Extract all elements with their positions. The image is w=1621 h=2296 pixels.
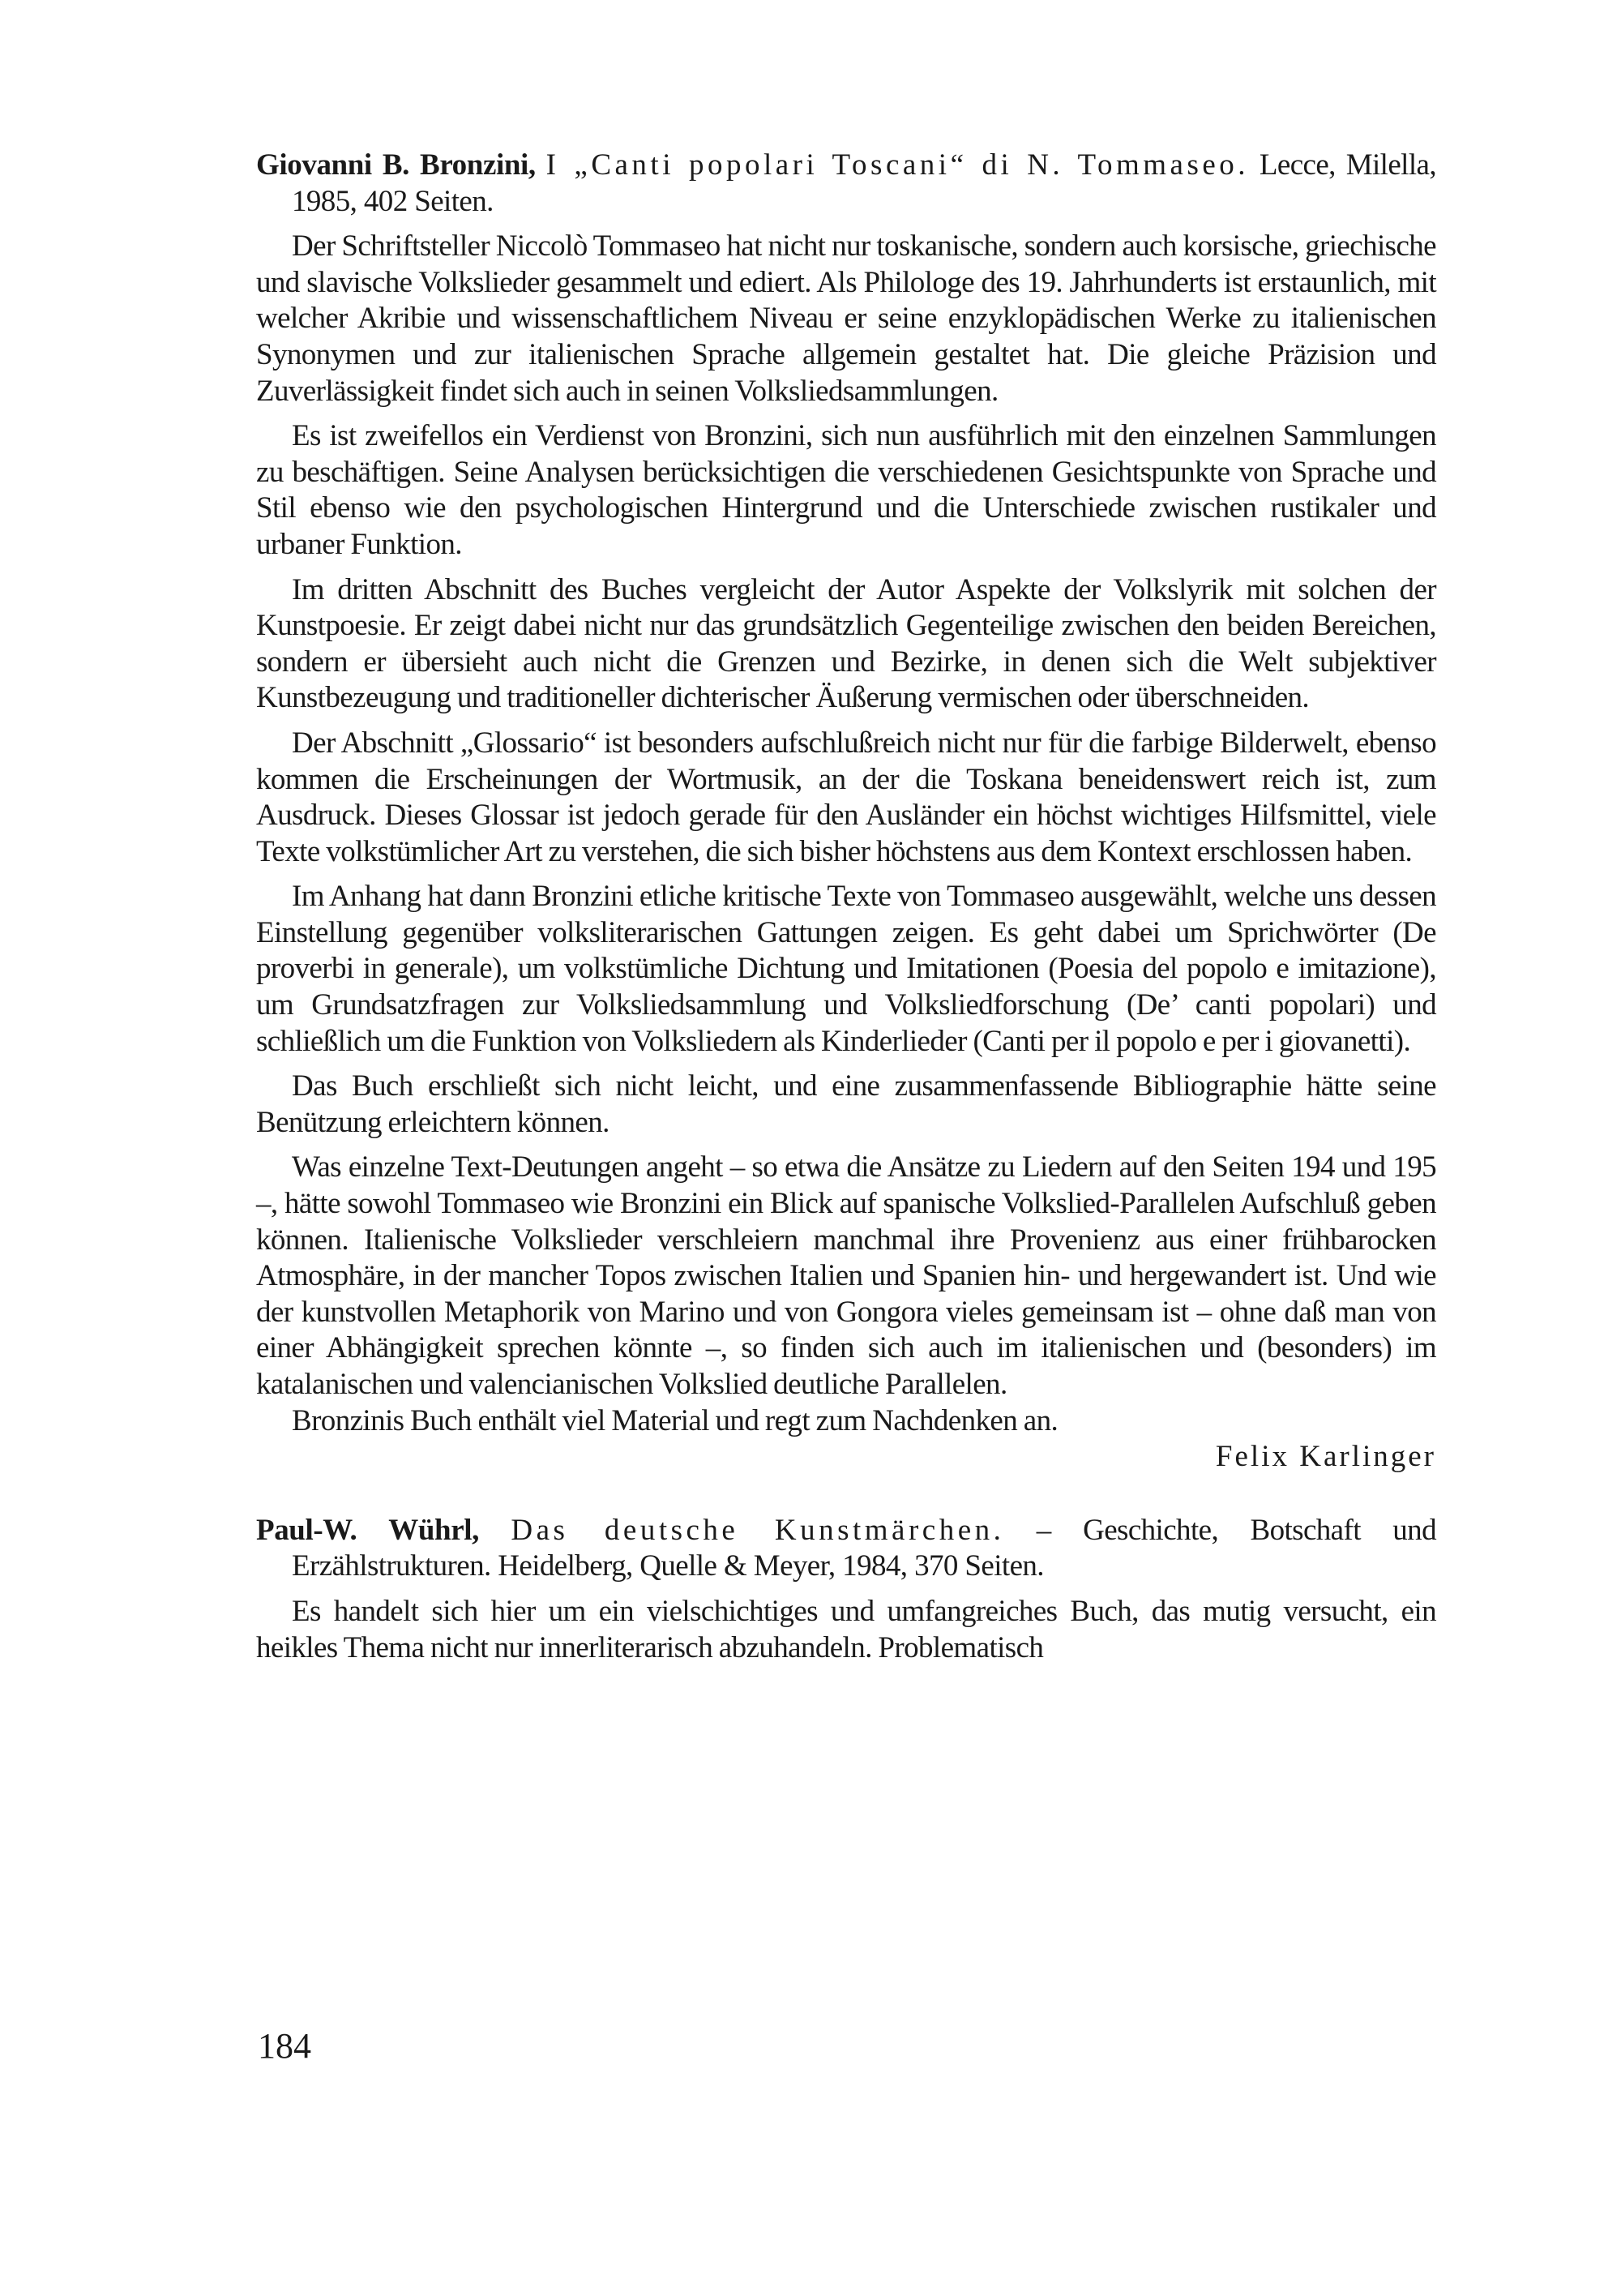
- review-1-paragraph-8: Bronzinis Buch enthält viel Material und regt zum Nachdenken an.: [292, 1403, 1059, 1437]
- page-number: 184: [258, 2026, 311, 2066]
- review-1-citation: [256, 148, 1436, 220]
- page-body: [256, 148, 1436, 1675]
- review-1-paragraph-2: Es ist zweifellos ein Verdienst von Bronzini, sich nun ausführlich mit den einzelnen Sammlungen zu beschäftigen. Seine Analysen berücksichtigen die verschiedenen Gesichtspunkte von Sprache und Stil ebenso wie den psychologischen Hintergrund und die Unterschiede zwischen rustikaler und urbaner Funktion.: [256, 419, 1436, 561]
- review-1-paragraph-3: Im dritten Abschnitt des Buches vergleicht der Autor Aspekte der Volkslyrik mit solchen der Kunstpoesie. Er zeigt dabei nicht nur das grundsätzlich Gegenteilige zwischen den beiden Bereichen, sondern er übersieht auch nicht die Grenzen und Bezirke, in denen sich die Welt subjektiver Kunstbezeugung und traditioneller dichterischer Äußerung vermischen oder überschneiden.: [256, 572, 1436, 715]
- review-1-paragraph-1: Der Schriftsteller Niccolò Tommaseo hat nicht nur toskanische, sondern auch korsische, griechische und slavische Volkslieder gesammelt und ediert. Als Philologe des 19. Jahrhunderts ist erstaunlich, mit welcher Akribie und wissenschaftlichem Niveau er seine enzyklopädischen Werke zu italienischen Synonymen und zur italienischen Sprache allgemein gestaltet hat. Die gleiche Präzision und Zuverlässigkeit findet sich auch in seinen Volksliedsammlungen.: [256, 229, 1436, 408]
- review-1-title: I „Canti popolari Toscani“ di N. Tommaseo.: [545, 148, 1250, 182]
- review-1-author: Giovanni B. Bronzini,: [256, 148, 536, 182]
- review-2-author: Paul-W. Wührl,: [256, 1513, 479, 1547]
- review-2-subtitle: – Geschichte, Botschaft und Erzählstrukturen.: [292, 1513, 1436, 1583]
- review-2-publication: Heidelberg, Quelle & Meyer, 1984, 370 Seiten.: [498, 1549, 1044, 1583]
- review-1-paragraph-4: Der Abschnitt „Glossario“ ist besonders aufschlußreich nicht nur für die farbige Bilderwelt, ebenso kommen die Erscheinungen der Wortmusik, an der die Toskana beneidenswert reich ist, zum Ausdruck. Dieses Glossar ist jedoch gerade für den Ausländer ein höchst wichtiges Hilfsmittel, viele Texte volkstümlicher Art zu verstehen, die sich bisher höchstens aus dem Kontext erschlossen haben.: [256, 726, 1436, 868]
- review-2-paragraph-1: Es handelt sich hier um ein vielschichtiges und umfangreiches Buch, das mutig versucht, ein heikles Thema nicht nur innerliterarisch abzuhandeln. Problematisch: [256, 1594, 1436, 1664]
- review-2-title: Das deutsche Kunstmärchen.: [511, 1513, 1005, 1547]
- review-1-reviewer-signature: Felix Karlinger: [1215, 1440, 1436, 1474]
- review-1-paragraph-7: Was einzelne Text-Deutungen angeht – so etwa die Ansätze zu Liedern auf den Seiten 194 und 195 –, hätte sowohl Tommaseo wie Bronzini ein Blick auf spanische Volkslied-Parallelen Aufschluß geben können. Italienische Volkslieder verschleiern manchmal ihre Provenienz aus einer frühbarocken Atmosphäre, in der mancher Topos zwischen Italien und Spanien hin- und hergewandert ist. Und wie der kunstvollen Metaphorik von Marino und von Gongora vieles gemeinsam ist – ohne daß man von einer Abhängigkeit sprechen könnte –, so finden sich auch im italienischen und (besonders) im katalanischen und valencianischen Volkslied deutliche Parallelen.: [256, 1150, 1436, 1401]
- review-1-publication: Lecce, Milella, 1985, 402 Seiten.: [292, 148, 1437, 218]
- review-2-citation: [256, 1513, 1436, 1585]
- review-1-paragraph-5: Im Anhang hat dann Bronzini etliche kritische Texte von Tommaseo ausgewählt, welche uns dessen Einstellung gegenüber volksliterarischen Gattungen zeigen. Es geht dabei um Sprichwörter (De proverbi in generale), um volkstümliche Dichtung und Imitationen (Poesia del popolo e imitazione), um Grundsatzfragen zur Volksliedsammlung und Volksliedforschung (De’ canti popolari) und schließlich um die Funktion von Volksliedern als Kinderlieder (Canti per il popolo e per i giovanetti).: [256, 880, 1436, 1058]
- section-spacer: [256, 1476, 1436, 1513]
- review-1-paragraph-6: Das Buch erschließt sich nicht leicht, und eine zusammenfassende Bibliographie hätte seine Benützung erleichtern können.: [256, 1069, 1436, 1139]
